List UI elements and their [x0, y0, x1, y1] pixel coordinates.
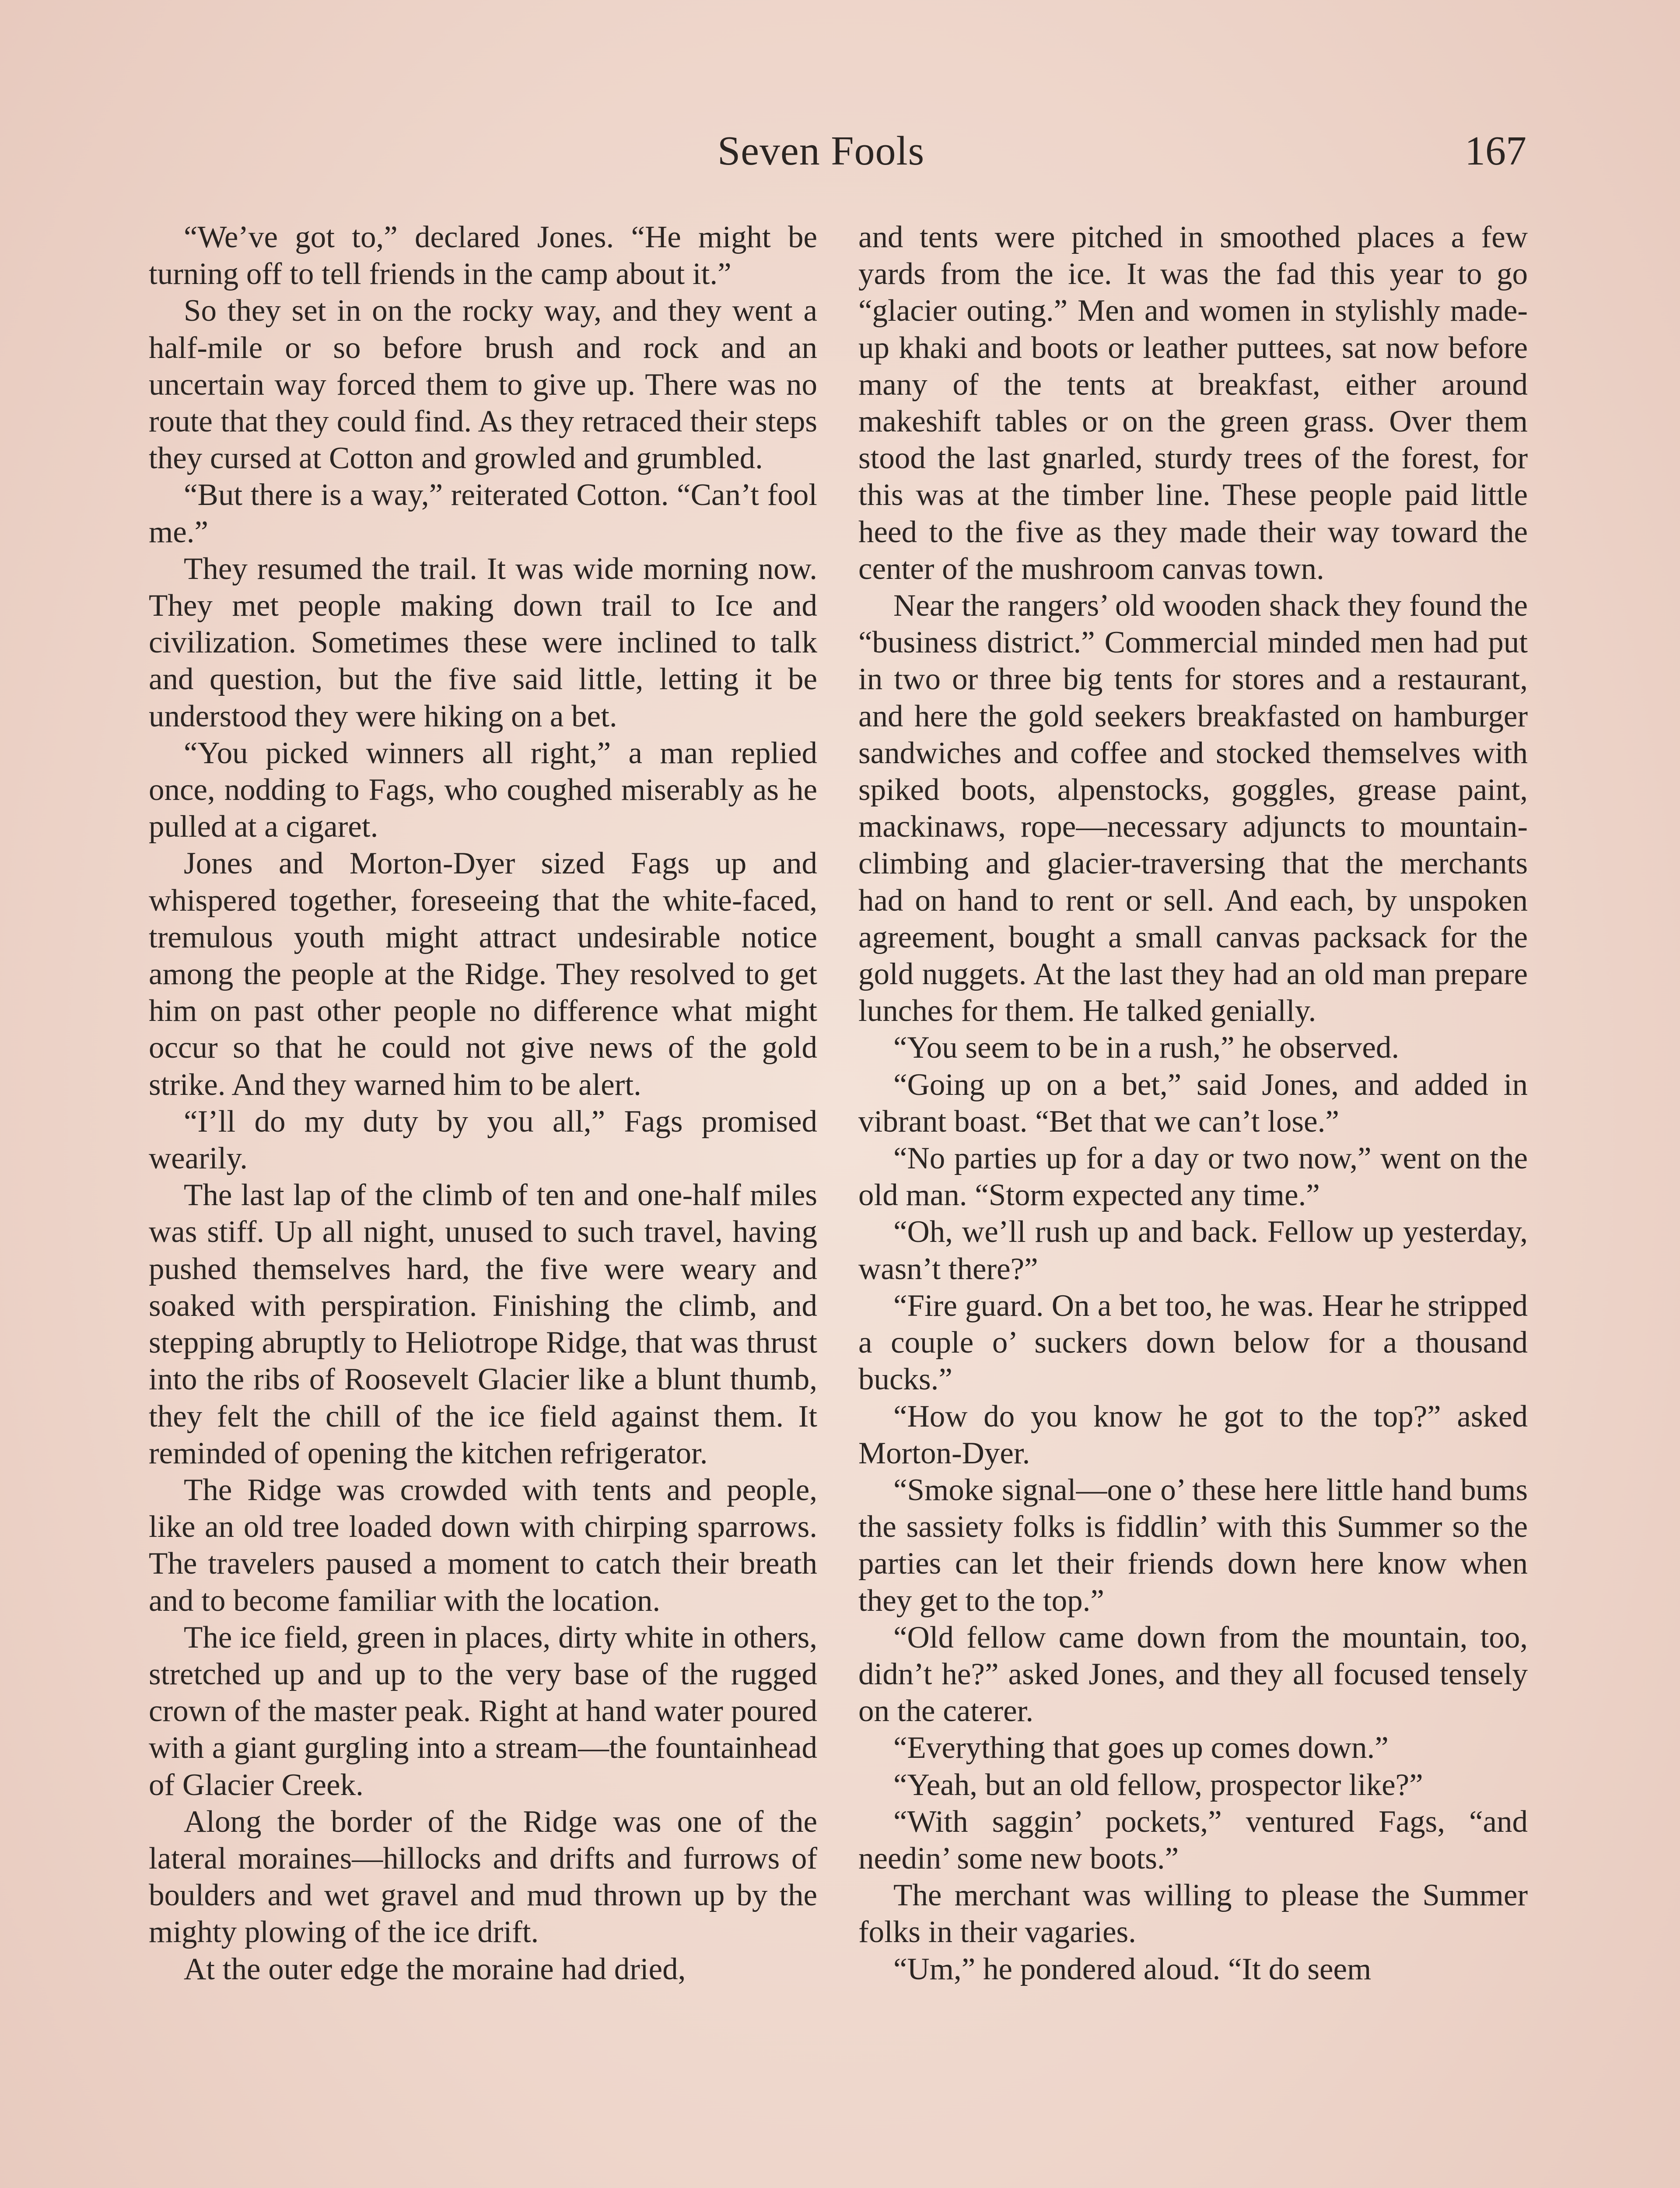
paragraph: So they set in on the rocky way, and they went a half-mile or so before brush and rock and an uncertain way forced them to give up. There was no route that they could find. As they retraced their steps they cursed at Cotton and growled and grumbled.	[149, 294, 817, 476]
paragraph: The Ridge was crowded with tents and people, like an old tree loaded down with chirping sparrows. The travelers paused a moment to catch their breath and to become familiar with the location.	[149, 1473, 817, 1618]
paragraph: Jones and Morton-Dyer sized Fags up and whispered together, foreseeing that the white-faced, tremulous youth might attract undesirable notice among the people at the Ridge. They resolved to get him on past other people no difference what might occur so that he could not give news of the gold strike. And they warned him to be alert.	[149, 846, 817, 1102]
paragraph: “Yeah, but an old fellow, prospector like?”	[893, 1767, 1423, 1802]
paragraph: “You seem to be in a rush,” he observed.	[893, 1031, 1400, 1065]
paragraph: The ice field, green in places, dirty white in others, stretched up and up to the very base of the rugged crown of the master peak. Right at hand water poured with a giant gurgling into a stream—the fountainhead of Glacier Creek.	[149, 1620, 817, 1802]
paragraph: “Old fellow came down from the mountain, too, didn’t he?” asked Jones, and they all focused tensely on the caterer.	[858, 1620, 1528, 1729]
paragraph: The last lap of the climb of ten and one-half miles was stiff. Up all night, unused to such travel, having pushed themselves hard, the five were weary and soaked with perspiration. Finishing the climb, and stepping abruptly to Heliotrope Ridge, that was thrust into the ribs of Roosevelt Glacier like a blunt thumb, they felt the chill of the ice field against them. It reminded of opening the kitchen refrigerator.	[149, 1178, 817, 1470]
paragraph: “You picked winners all right,” a man replied once, nodding to Fags, who coughed miserably as he pulled at a cigaret.	[149, 736, 817, 844]
paragraph: “Um,” he pondered aloud. “It do seem	[893, 1952, 1372, 1986]
paragraph: Along the border of the Ridge was one of the lateral moraines—hillocks and drifts and furrows of boulders and wet gravel and mud thrown up by the mighty plowing of the ice drift.	[149, 1804, 817, 1950]
paragraph: “We’ve got to,” declared Jones. “He might be turning off to tell friends in the camp about it.”	[149, 220, 817, 291]
paragraph: “I’ll do my duty by you all,” Fags promised wearily.	[149, 1104, 817, 1176]
page-number: 167	[1465, 128, 1526, 174]
paragraph: At the outer edge the moraine had dried,	[184, 1952, 686, 1986]
paragraph: “Smoke signal—one o’ these here little hand bums the sassiety folks is fiddlin’ with this Summer so the parties can let their friends down here know when they get to the top.”	[858, 1473, 1528, 1618]
paragraph: “With saggin’ pockets,” ventured Fags, “and needin’ some new boots.”	[858, 1804, 1528, 1876]
paragraph: “But there is a way,” reiterated Cotton. “Can’t fool me.”	[149, 478, 817, 549]
paragraph: “Oh, we’ll rush up and back. Fellow up yesterday, wasn’t there?”	[858, 1215, 1528, 1286]
paragraph: “Everything that goes up comes down.”	[893, 1731, 1389, 1765]
right-column	[858, 219, 1528, 2188]
paragraph: Near the rangers’ old wooden shack they found the “business district.” Commercial minded men had put in two or three big tents for stores and a restaurant, and here the gold seekers breakfasted on hamburger sandwiches and coffee and stocked themselves with spiked boots, alpenstocks, goggles, grease paint, mackinaws, rope—necessary adjuncts to mountain-climbing and glacier-traversing that the merchants had on hand to rent or sell. And each, by unspoken agreement, bought a small canvas packsack for the gold nuggets. At the last they had an old man prepare lunches for them. He talked genially.	[858, 589, 1528, 1028]
paragraph: “How do you know he got to the top?” asked Morton-Dyer.	[858, 1399, 1528, 1470]
paragraph: “Fire guard. On a bet too, he was. Hear he stripped a couple o’ suckers down below for a thousand bucks.”	[858, 1288, 1528, 1397]
paragraph: and tents were pitched in smoothed places a few yards from the ice. It was the fad this year to go “glacier outing.” Men and women in stylishly made-up khaki and boots or leather puttees, sat now before many of the tents at breakfast, either around makeshift tables or on the green grass. Over them stood the last gnarled, sturdy trees of the forest, for this was at the timber line. These people paid little heed to the five as they made their way toward the center of the mushroom canvas town.	[858, 220, 1528, 586]
paragraph: “Going up on a bet,” said Jones, and added in vibrant boast. “Bet that we can’t lose.”	[858, 1067, 1528, 1139]
left-column	[149, 219, 817, 2188]
paragraph: The merchant was willing to please the Summer folks in their vagaries.	[858, 1878, 1528, 1950]
paragraph: They resumed the trail. It was wide morning now. They met people making down trail to Ice and civilization. Sometimes these were inclined to talk and question, but the five said little, letting it be understood they were hiking on a bet.	[149, 551, 817, 733]
paragraph: “No parties up for a day or two now,” went on the old man. “Storm expected any time.”	[858, 1141, 1528, 1213]
running-title: Seven Fools	[718, 128, 925, 174]
page-header	[0, 127, 1680, 184]
